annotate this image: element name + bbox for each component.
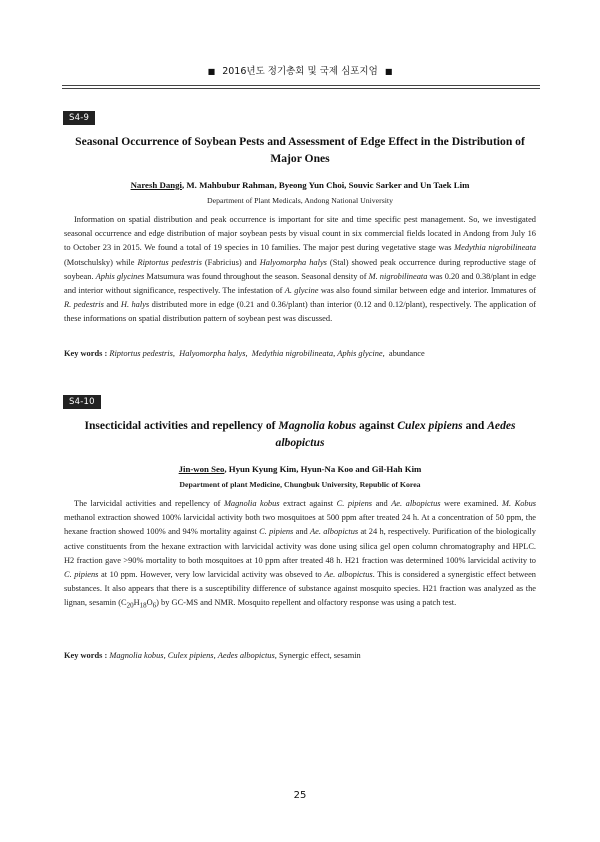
keyword: Culex pipiens xyxy=(167,651,214,660)
square-bullet-icon: ■ xyxy=(207,67,216,76)
page-number: 25 xyxy=(293,790,307,801)
presenting-author: Naresh Dangi xyxy=(130,180,182,190)
paper-title xyxy=(70,417,530,451)
keyword: Synergic effect, sesamin xyxy=(278,651,361,660)
keywords-label: Key words : xyxy=(64,651,108,660)
paper-title-line: Seasonal Occurrence of Soybean Pests and Assessment of Edge Effect in the Distribution of xyxy=(75,135,525,148)
keyword: Medythia nigrobilineata xyxy=(251,349,334,358)
paper-title-line: albopictus xyxy=(275,436,325,449)
abstract-text: Information on spatial distribution and peak occurrence is important for site and time specific pest management. So, we investigated seasonal occurrence and edge distribution of major soybean pests by visual count in six commercial fields located in Andong from July 16 to October 23 in 2015. We found a total of 19 species in 10 families. The major pest during vegetative stage was Medythia nigrobilineata (Motschulsky) while Riptortus pedestris (Fabricius) and Halyomorpha halys (Stal) showed peak occurrence during reproductive stage of soybean. Aphis glycines Matsumura was found throughout the season. Seasonal density of M. nigrobilineata was 0.20 and 0.38/plant in edge and interior without significance, respectively. The infestation of A. glycine was also found similar between edge and interior. Immatures of R. pedestris and H. halys distributed more in edge (0.21 and 0.36/plant) than interior (0.12 and 0.12/plant), respectively. The application of these informations on spatial distribution pattern of soybean pest was discussed. xyxy=(64,215,537,324)
paper-title xyxy=(70,133,530,167)
keyword: Riptortus pedestris xyxy=(109,349,173,358)
paper-title-line: Major Ones xyxy=(270,152,330,165)
paper-title-line: Insecticidal activities and repellency of Magnolia kobus against Culex pipiens and Aedes xyxy=(84,419,516,432)
keywords-line: Key words : Magnolia kobus, Culex pipiens, Aedes albopictus, Synergic effect, sesamin xyxy=(64,651,361,660)
keyword: Aphis glycine xyxy=(337,349,383,358)
keywords-label: Key words : xyxy=(64,349,108,358)
affiliation: Department of plant Medicine, Chungbuk University, Republic of Korea xyxy=(179,480,421,489)
author-list xyxy=(60,464,540,474)
affiliation: Department of Plant Medicals, Andong National University xyxy=(206,196,393,205)
session-code-badge: S4-9 xyxy=(63,111,95,125)
session-code-badge: S4-10 xyxy=(63,395,101,409)
header-rule xyxy=(62,85,540,89)
co-authors: , Hyun Kyung Kim, Hyun-Na Koo and Gil-Hah Kim xyxy=(224,464,422,474)
header-title: 2016년도 정기총회 및 국제 심포지엄 xyxy=(222,66,378,77)
keyword: Halyomorpha halys xyxy=(179,349,246,358)
author-list xyxy=(60,180,540,190)
keyword: Aedes albopictus xyxy=(217,651,275,660)
square-bullet-icon: ■ xyxy=(384,67,393,76)
keywords-line: Key words : Riptortus pedestris, Halyomorpha halys, Medythia nigrobilineata, Aphis glycine, abundance xyxy=(64,349,425,358)
keyword: Magnolia kobus xyxy=(109,651,164,660)
co-authors: , M. Mahbubur Rahman, Byeong Yun Choi, Souvic Sarker and Un Taek Lim xyxy=(181,180,470,190)
presenting-author: Jin-won Seo xyxy=(178,464,225,474)
running-header xyxy=(0,63,600,77)
abstract-text: The larvicidal activities and repellency of Magnolia kobus extract against C. pipiens and Ae. albopictus were examined. M. Kobus methanol extraction showed 100% larvicidal activity both two mosquitoes at 500 ppm after treated 24 h. At a concentration of 50 ppm, the hexane fraction showed 100% and 94% mortality against C. pipiens and Ae. albopictus at 24 h, respectively. Purification of the biologically active constituents from the hexane extraction with larvicidal activity was done using silica gel open column chromatography and HPLC. H2 fraction gave >90% mortality to both mosquitoes at 10 ppm after treated 48 h. H21 fraction was determined 100% larvicidal activity to C. pipiens at 10 ppm. However, very low larvicidal activity was obseved to Ae. albopictus. This is considered a synergistic effect between substances. It also appears that there is a susceptibility difference of substance against mosquito species. H21 fraction was analyzed as the lignan, sesamin $(C_{20}H_{18}O_6)$ by GC-MS and NMR. Mosquito repellent and olfactory response was using a patch test. xyxy=(64,499,537,611)
keyword: abundance xyxy=(388,349,425,358)
